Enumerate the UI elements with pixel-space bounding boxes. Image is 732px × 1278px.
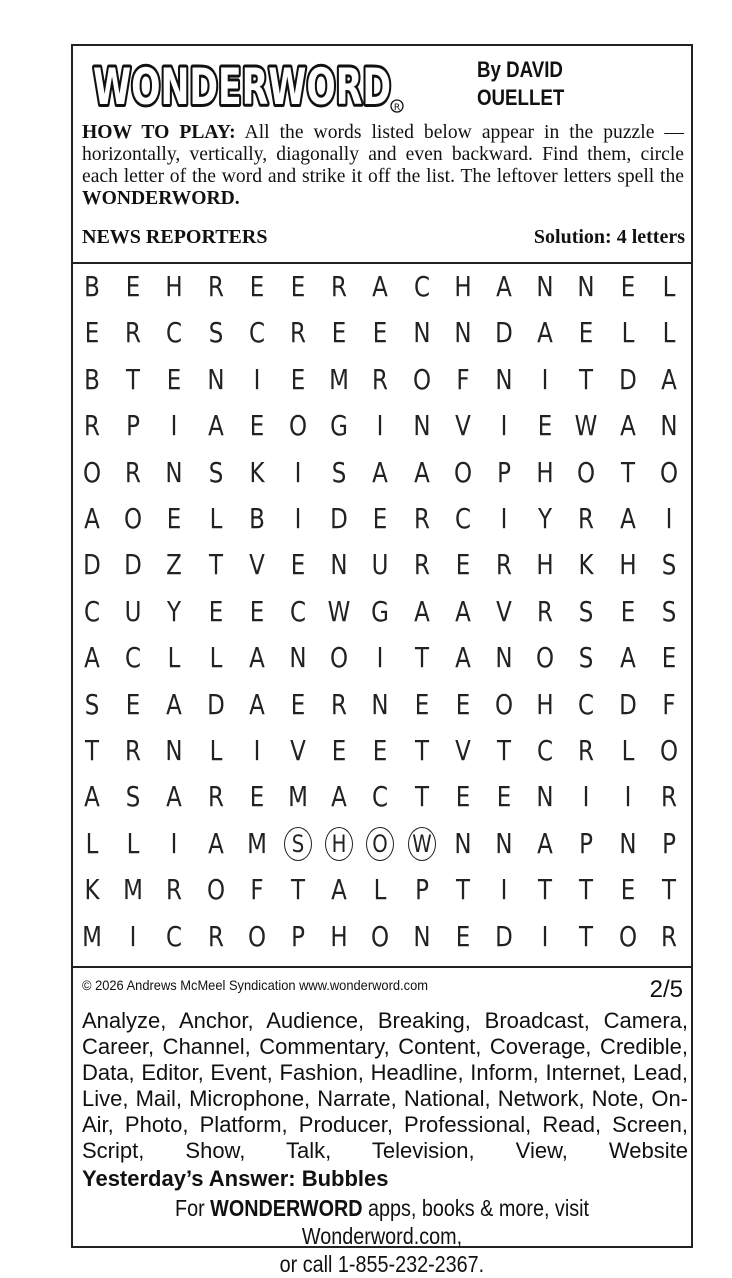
grid-letter[interactable]: B — [84, 362, 100, 396]
grid-letter[interactable]: E — [331, 316, 347, 350]
grid-letter[interactable]: I — [500, 409, 508, 443]
grid-letter[interactable]: R — [290, 316, 306, 350]
grid-letter[interactable]: A — [454, 641, 471, 675]
grid-letter[interactable]: R — [660, 780, 677, 814]
promo — [73, 1194, 691, 1278]
grid-letter[interactable]: V — [454, 409, 471, 443]
grid-letter[interactable]: O — [330, 641, 349, 675]
grid-letter[interactable]: R — [496, 548, 512, 582]
grid-letter[interactable]: I — [500, 873, 508, 907]
grid-letter[interactable]: H — [618, 548, 637, 582]
grid-letter[interactable]: E — [290, 548, 306, 582]
word-list: Analyze, Anchor, Audience, Breaking, Broadcast, Camera, Career, Channel, Commentary, Content, Coverage, Credible, Data, Editor, Event, Fashion, Headline, Inform, Internet, Lead, Live, Mail, Microphone, Narrate, National, Network, Note, On-Air, Photo, Platform, Producer, Professional, Read, Screen, Script, Show, Talk, Television, View, Website — [82, 1008, 688, 1163]
grid-letter[interactable]: L — [167, 641, 181, 675]
grid-letter[interactable]: R — [207, 919, 224, 953]
grid-letter[interactable]: E — [414, 687, 429, 721]
promo-line-1 — [116, 1194, 647, 1250]
grid-letter[interactable]: R — [331, 270, 348, 303]
grid-letter[interactable]: A — [537, 316, 554, 350]
grid-letter[interactable]: I — [665, 502, 673, 535]
grid-letter[interactable]: D — [124, 548, 143, 582]
grid-letter[interactable]: C — [454, 502, 471, 535]
grid-letter[interactable]: A — [207, 826, 224, 860]
grid-letter[interactable]: U — [124, 594, 142, 628]
grid-letter[interactable]: M — [329, 362, 350, 396]
grid-letter[interactable]: R — [537, 594, 554, 628]
grid-letter[interactable]: G — [330, 409, 349, 443]
grid-letter[interactable]: W — [327, 594, 351, 628]
grid-letter[interactable]: C — [289, 594, 307, 628]
grid-letter[interactable]: H — [330, 919, 348, 953]
grid-letter[interactable]: K — [578, 548, 594, 582]
grid-letter[interactable]: N — [495, 641, 513, 675]
grid-letter[interactable]: A — [413, 594, 430, 628]
grid-letter[interactable]: A — [166, 780, 183, 814]
grid-letter[interactable]: I — [170, 826, 178, 860]
grid-letter[interactable]: V — [290, 734, 306, 767]
grid-letter[interactable]: L — [209, 641, 222, 675]
grid-letter[interactable]: N — [412, 316, 431, 350]
grid-letter[interactable]: E — [249, 409, 265, 443]
grid-letter[interactable]: N — [454, 316, 472, 350]
grid-letter[interactable]: R — [660, 919, 677, 953]
grid-letter[interactable]: E — [661, 641, 677, 675]
grid-letter[interactable]: I — [253, 734, 261, 767]
svg-text:R: R — [393, 103, 401, 113]
grid-letter[interactable]: A — [372, 455, 389, 489]
puzzle-frame — [71, 44, 693, 1277]
grid-letter[interactable]: A — [248, 641, 265, 675]
grid-letter[interactable]: N — [371, 687, 389, 721]
grid-letter[interactable]: I — [294, 502, 302, 535]
grid-letter[interactable]: S — [208, 316, 223, 350]
grid-letter[interactable]: E — [249, 780, 265, 814]
grid-letter[interactable]: H — [536, 687, 554, 721]
grid-letter[interactable]: R — [125, 316, 142, 350]
grid-letter[interactable]: S — [291, 829, 305, 858]
grid-letter[interactable]: C — [166, 316, 183, 350]
grid-letter[interactable]: K — [84, 873, 100, 907]
grid-letter[interactable]: E — [373, 734, 388, 767]
grid-letter[interactable]: T — [455, 873, 470, 907]
grid-letter[interactable]: I — [500, 502, 508, 535]
grid-letter[interactable]: I — [376, 641, 384, 675]
grid-letter[interactable]: D — [618, 362, 637, 396]
grid-letter[interactable]: T — [579, 873, 594, 907]
grid-letter[interactable]: E — [249, 270, 265, 303]
grid-letter[interactable]: I — [582, 780, 590, 814]
grid-letter[interactable]: V — [454, 734, 471, 767]
grid-letter[interactable]: V — [248, 548, 265, 582]
grid-letter[interactable]: O — [659, 734, 678, 767]
promo-suffix: apps, books & more, visit Wonderword.com, — [301, 1195, 590, 1249]
grid-letter[interactable]: T — [208, 548, 223, 582]
grid-letter[interactable]: O — [453, 455, 472, 489]
promo-brand: WONDERWORD — [210, 1195, 363, 1221]
grid-letter[interactable]: O — [577, 455, 596, 489]
grid-letter[interactable]: C — [125, 641, 142, 675]
byline-line-1: By DAVID — [477, 57, 563, 82]
grid-letter[interactable]: P — [579, 826, 594, 860]
grid-letter[interactable]: P — [126, 409, 141, 443]
grid-letter[interactable]: M — [123, 873, 144, 907]
grid-letter[interactable]: L — [662, 316, 676, 350]
grid-letter[interactable]: A — [537, 826, 554, 860]
grid-letter[interactable]: A — [84, 641, 100, 675]
grid-letter[interactable]: R — [578, 502, 595, 535]
grid-letter[interactable]: N — [165, 734, 183, 767]
grid-letter[interactable]: K — [249, 455, 265, 489]
grid-letter[interactable]: R — [578, 734, 595, 767]
grid-letter[interactable]: F — [250, 873, 264, 907]
divider-bottom — [73, 966, 691, 968]
grid-letter[interactable]: T — [84, 734, 100, 767]
grid-letter[interactable]: R — [166, 873, 183, 907]
grid-letter[interactable]: F — [456, 362, 470, 396]
grid-letter[interactable]: A — [413, 455, 430, 489]
grid-letter[interactable]: T — [414, 734, 429, 767]
grid-letter[interactable]: E — [455, 919, 471, 953]
grid-letter[interactable]: O — [536, 641, 555, 675]
grid-letter[interactable]: E — [125, 687, 141, 721]
grid-letter[interactable]: T — [496, 734, 512, 767]
grid-letter[interactable]: R — [125, 455, 142, 489]
grid-letter[interactable]: E — [455, 687, 471, 721]
grid-letter[interactable]: V — [496, 594, 512, 628]
grid-letter[interactable]: I — [170, 409, 178, 443]
yesterdays-answer: Yesterday’s Answer: Bubbles — [82, 1166, 389, 1191]
promo-line-2: or call 1-855-232-2367. — [279, 1251, 485, 1277]
grid-letter[interactable]: N — [495, 362, 513, 396]
grid-letter[interactable]: O — [124, 502, 143, 535]
grid-letter[interactable]: F — [662, 687, 676, 721]
grid-letter[interactable]: E — [331, 734, 347, 767]
grid-letter[interactable]: P — [291, 919, 305, 953]
grid-letter[interactable]: H — [454, 270, 472, 303]
grid-letter[interactable]: C — [83, 594, 101, 628]
grid-letter[interactable]: L — [621, 734, 634, 767]
grid-letter[interactable]: I — [541, 362, 549, 396]
grid-letter[interactable]: O — [618, 919, 637, 953]
grid-letter[interactable]: A — [331, 873, 348, 907]
grid-letter[interactable]: I — [624, 780, 631, 814]
grid-letter[interactable]: H — [536, 548, 554, 582]
grid-letter[interactable]: E — [373, 316, 388, 350]
grid-letter[interactable]: S — [125, 780, 141, 814]
grid-letter[interactable]: O — [206, 873, 225, 907]
grid-letter[interactable]: E — [496, 780, 512, 814]
svg-text:WONDERWORD: WONDERWORD — [93, 58, 391, 116]
grid-letter[interactable]: C — [413, 270, 430, 303]
grid-letter[interactable]: L — [209, 734, 222, 767]
grid-letter[interactable]: R — [207, 270, 224, 303]
grid-letter[interactable]: A — [84, 502, 100, 535]
grid-letter[interactable]: S — [579, 641, 594, 675]
grid-letter[interactable]: N — [495, 826, 513, 860]
wonderword-logo — [91, 54, 407, 116]
grid-letter[interactable]: R — [413, 548, 430, 582]
grid-letter[interactable]: T — [538, 873, 553, 907]
grid-letter[interactable]: B — [84, 270, 100, 303]
grid-letter[interactable]: L — [621, 316, 634, 350]
grid-letter[interactable]: R — [84, 409, 100, 443]
grid-letter[interactable]: C — [248, 316, 265, 350]
byline-line-2: OUELLET — [477, 85, 565, 110]
grid-letter[interactable]: L — [373, 873, 387, 907]
grid-letter[interactable]: E — [167, 362, 182, 396]
grid-letter[interactable]: A — [166, 687, 183, 721]
grid-letter[interactable]: A — [454, 594, 471, 628]
grid-letter[interactable]: T — [126, 362, 141, 396]
grid-letter[interactable]: S — [579, 594, 594, 628]
copyright: © 2026 Andrews McMeel Syndication www.wonderword.com — [82, 977, 428, 993]
grid-letter[interactable]: H — [536, 455, 554, 489]
grid-letter[interactable]: A — [660, 362, 677, 396]
grid-letter[interactable]: I — [294, 455, 302, 489]
grid-letter[interactable]: N — [660, 409, 678, 443]
grid-letter[interactable]: D — [618, 687, 637, 721]
grid-letter[interactable]: T — [579, 362, 594, 396]
grid-letter[interactable]: T — [620, 455, 635, 489]
grid-letter[interactable]: I — [129, 919, 137, 953]
grid-letter[interactable]: E — [290, 270, 306, 303]
grid-letter[interactable]: G — [371, 594, 390, 628]
grid-letter[interactable]: N — [536, 270, 554, 303]
grid-letter[interactable]: E — [125, 270, 141, 303]
grid-letter[interactable]: N — [206, 362, 225, 396]
grid-letter[interactable]: O — [372, 829, 389, 858]
grid-letter[interactable]: E — [620, 594, 635, 628]
grid-letter[interactable]: D — [206, 687, 225, 721]
grid-letter[interactable]: E — [620, 270, 635, 303]
grid-letter[interactable]: E — [208, 594, 223, 628]
grid-letter[interactable]: E — [290, 362, 306, 396]
grid-letter[interactable]: D — [495, 316, 513, 350]
grid-letter[interactable]: R — [125, 734, 142, 767]
grid-letter[interactable]: N — [454, 826, 472, 860]
grid-letter[interactable]: O — [288, 409, 308, 443]
grid-letter[interactable]: H — [331, 829, 347, 858]
grid-letter[interactable]: S — [331, 455, 347, 489]
grid-letter[interactable]: R — [207, 780, 224, 814]
grid-letter[interactable]: E — [84, 316, 100, 350]
grid-letter[interactable]: C — [578, 687, 595, 721]
grid-letter[interactable]: R — [331, 687, 348, 721]
grid-letter[interactable]: E — [579, 316, 594, 350]
grid-letter[interactable]: E — [290, 687, 306, 721]
grid-letter[interactable]: P — [414, 873, 429, 907]
grid-letter[interactable]: L — [126, 826, 140, 860]
grid-letter[interactable]: C — [166, 919, 183, 953]
grid-letter[interactable]: R — [372, 362, 389, 396]
grid-letter[interactable]: I — [253, 362, 261, 396]
grid-letter[interactable]: T — [661, 873, 676, 907]
grid-letter[interactable]: N — [412, 919, 431, 953]
svg-text:WONDERWORD: WONDERWORD — [93, 58, 391, 116]
grid-letter[interactable]: A — [496, 270, 512, 303]
grid-letter[interactable]: N — [577, 270, 595, 303]
grid-letter[interactable]: O — [494, 687, 514, 721]
how-to-play — [82, 122, 684, 210]
grid-letter[interactable]: U — [371, 548, 389, 582]
puzzle-theme: NEWS REPORTERS — [82, 226, 268, 248]
grid-letter[interactable]: A — [619, 641, 636, 675]
grid-letter[interactable]: E — [620, 873, 635, 907]
grid-letter[interactable]: S — [661, 594, 677, 628]
grid-letter[interactable]: T — [290, 873, 306, 907]
grid-letter[interactable]: N — [330, 548, 348, 582]
grid-letter[interactable]: A — [248, 687, 265, 721]
grid-letter[interactable]: D — [330, 502, 349, 535]
grid-letter[interactable]: A — [207, 409, 224, 443]
grid-letter[interactable]: T — [414, 641, 429, 675]
grid-letter[interactable]: D — [83, 548, 101, 582]
grid-letter[interactable]: Y — [538, 502, 553, 535]
grid-letter[interactable]: N — [536, 780, 554, 814]
grid-letter[interactable]: A — [619, 502, 636, 535]
grid-letter[interactable]: L — [209, 502, 222, 535]
grid-letter[interactable]: S — [661, 548, 677, 582]
promo-prefix: For — [174, 1195, 211, 1221]
grid-letter[interactable]: O — [82, 455, 102, 489]
grid-letter[interactable]: R — [413, 502, 430, 535]
byline — [477, 56, 564, 112]
grid-letter[interactable]: E — [373, 502, 388, 535]
letter-grid[interactable] — [73, 264, 691, 964]
grid-letter[interactable]: A — [372, 270, 389, 303]
grid-letter[interactable]: Y — [167, 594, 182, 628]
puzzle-date: 2/5 — [649, 976, 683, 1003]
grid-letter[interactable]: I — [376, 409, 384, 443]
grid-letter[interactable]: E — [167, 502, 182, 535]
solution-length: Solution: 4 letters — [533, 226, 685, 248]
grid-letter[interactable]: T — [414, 780, 429, 814]
grid-letter[interactable]: T — [579, 919, 594, 953]
grid-letter[interactable]: C — [537, 734, 554, 767]
grid-letter[interactable]: D — [495, 919, 513, 953]
grid-letter[interactable]: A — [84, 780, 100, 814]
grid-letter[interactable]: P — [497, 455, 511, 489]
grid-letter[interactable]: I — [541, 919, 549, 953]
how-to-play-body: All the words listed below appear in the puzzle — horizontally, vertically, diagonally and even backward. Find them, circle each letter of the word and strike it off the list. The leftover letters spell the — [82, 122, 684, 187]
grid-letter[interactable]: N — [165, 455, 183, 489]
grid-letter[interactable]: Z — [166, 548, 183, 582]
grid-letter[interactable]: H — [165, 270, 184, 303]
grid-letter[interactable]: L — [662, 270, 676, 303]
grid-letter[interactable]: N — [412, 409, 431, 443]
grid-letter[interactable]: S — [84, 687, 100, 721]
grid-letter[interactable]: W — [411, 829, 432, 858]
grid-letter[interactable]: N — [618, 826, 637, 860]
grid-letter[interactable]: M — [82, 919, 102, 953]
grid-letter[interactable]: A — [331, 780, 348, 814]
grid-letter[interactable]: S — [208, 455, 223, 489]
grid-letter[interactable]: B — [248, 502, 265, 535]
grid-letter[interactable]: O — [412, 362, 431, 396]
grid-letter[interactable]: E — [537, 409, 553, 443]
grid-letter[interactable]: P — [661, 826, 676, 860]
grid-letter[interactable]: W — [575, 409, 598, 443]
grid-letter[interactable]: C — [372, 780, 389, 814]
grid-letter[interactable]: O — [659, 455, 678, 489]
grid-letter[interactable]: M — [288, 780, 308, 814]
grid-letter[interactable]: N — [289, 641, 307, 675]
grid-letter[interactable]: L — [85, 826, 99, 860]
how-to-play-label: HOW TO PLAY: — [82, 122, 236, 143]
grid-letter[interactable]: M — [246, 826, 267, 860]
grid-letter[interactable]: E — [455, 780, 471, 814]
grid-letter[interactable]: O — [247, 919, 266, 953]
grid-letter[interactable]: E — [455, 548, 471, 582]
how-to-play-final: WONDERWORD. — [82, 188, 240, 209]
grid-letter[interactable]: O — [371, 919, 390, 953]
grid-letter[interactable]: A — [619, 409, 636, 443]
grid-letter[interactable]: E — [249, 594, 265, 628]
